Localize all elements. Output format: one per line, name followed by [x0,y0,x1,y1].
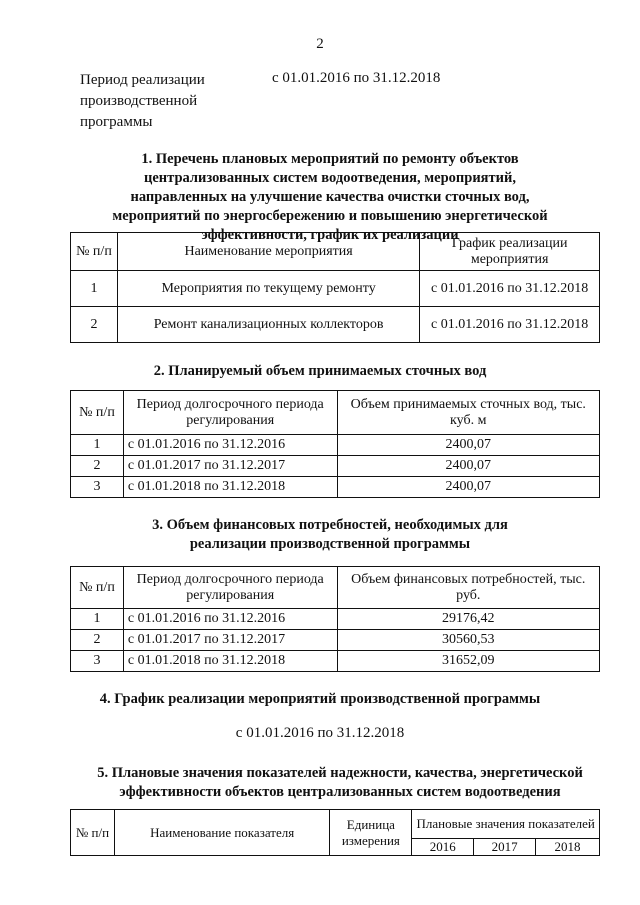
table-header: Наименование показателя [114,810,329,856]
table-row [71,609,600,630]
table-cell: с 01.01.2017 по 31.12.2017 [123,630,337,651]
table-row [71,456,600,477]
table-cell: 31652,09 [337,651,599,672]
table-header: Объем принимаемых сточных вод, тыс. куб. м [337,391,599,435]
year-header: 2016 [412,839,474,856]
table-cell: с 01.01.2016 по 31.12.2016 [123,609,337,630]
table-row [71,477,600,498]
section1-title: 1. Перечень плановых мероприятий по ремонту объектов централизованных систем водоотведения, мероприятий, направленных на улучшение качества очистки сточных вод, мероприятий по энергосбережению и повышению энергетической эффективности, график их реализации [112,151,548,243]
period-label: Период реализации производственной программы [80,72,205,130]
table-row [71,630,600,651]
section2-title: 2. Планируемый объем принимаемых сточных вод [153,363,487,379]
table-cell: с 01.01.2016 по 31.12.2018 [420,271,600,307]
table-header: Единица измерения [330,810,412,856]
page-number: 2 [316,36,324,52]
table-cell: 2 [71,307,118,343]
section2-table [70,390,600,498]
table-header: № п/п [71,233,118,271]
table-cell: 2400,07 [337,456,599,477]
table-row [71,651,600,672]
year-header: 2017 [474,839,536,856]
period-value: с 01.01.2016 по 31.12.2018 [272,70,441,86]
table-row [71,307,600,343]
year-header: 2018 [536,839,600,856]
table-header: Период долгосрочного периода регулирования [123,391,337,435]
table-header: Наименование мероприятия [117,233,419,271]
table-cell: Мероприятия по текущему ремонту [117,271,419,307]
table-cell: с 01.01.2016 по 31.12.2018 [420,307,600,343]
section4-title: 4. График реализации мероприятий производственной программы [99,691,541,707]
table-header: № п/п [71,567,124,609]
table-cell: 30560,53 [337,630,599,651]
table-header: График реализации мероприятия [420,233,600,271]
table-cell: 3 [71,651,124,672]
table-row [71,271,600,307]
table-cell: 3 [71,477,124,498]
table-cell: с 01.01.2017 по 31.12.2017 [123,456,337,477]
section1-table [70,232,600,343]
table-header: № п/п [71,391,124,435]
section3-table [70,566,600,672]
table-cell: 2 [71,630,124,651]
table-header: Объем финансовых потребностей, тыс. руб. [337,567,599,609]
section5-table [70,809,600,856]
table-header: Плановые значения показателей [412,810,600,839]
table-cell: 1 [71,435,124,456]
table-cell: с 01.01.2018 по 31.12.2018 [123,651,337,672]
table-cell: 29176,42 [337,609,599,630]
table-cell: 1 [71,271,118,307]
table-cell: 2400,07 [337,435,599,456]
table-cell: 1 [71,609,124,630]
table-cell: 2400,07 [337,477,599,498]
section5-title: 5. Плановые значения показателей надежности, качества, энергетической эффективности объектов централизованных систем водоотведения [97,765,583,800]
section3-title: 3. Объем финансовых потребностей, необходимых для реализации производственной программы [152,517,508,552]
table-row [71,435,600,456]
table-cell: с 01.01.2016 по 31.12.2016 [123,435,337,456]
table-cell: 2 [71,456,124,477]
section4-period: с 01.01.2016 по 31.12.2018 [235,725,405,741]
table-cell: с 01.01.2018 по 31.12.2018 [123,477,337,498]
table-header: № п/п [71,810,115,856]
table-header: Период долгосрочного периода регулирования [123,567,337,609]
table-cell: Ремонт канализационных коллекторов [117,307,419,343]
